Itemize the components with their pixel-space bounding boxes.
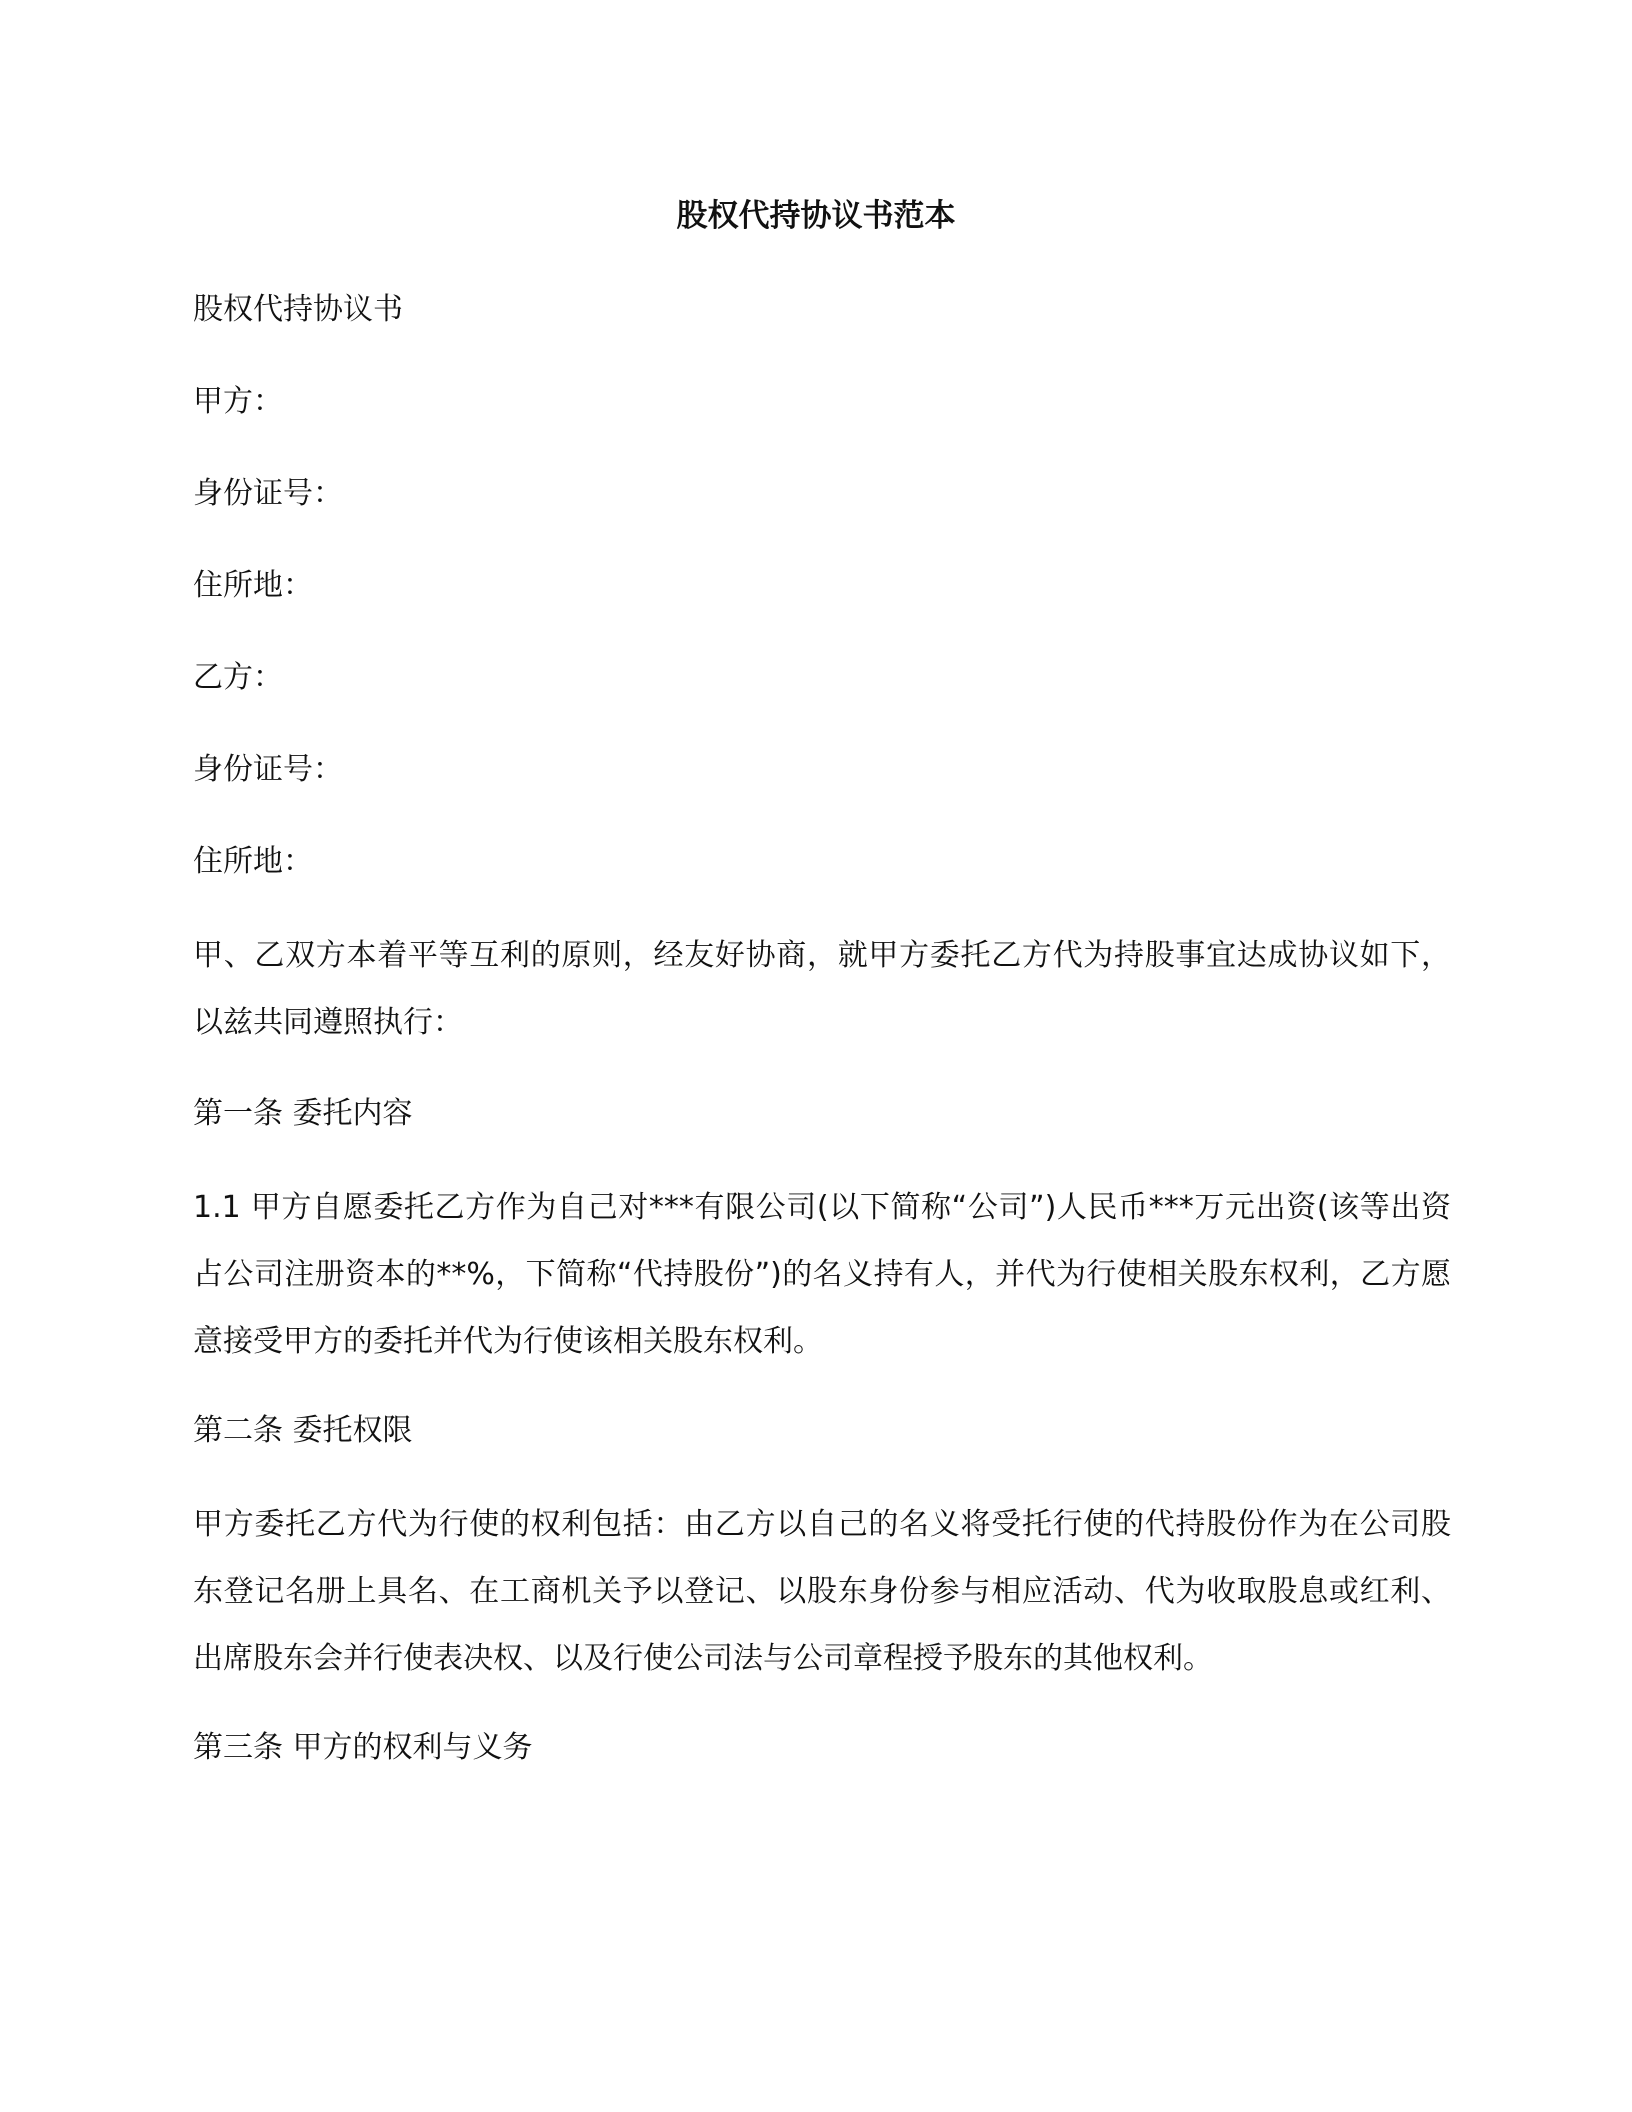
article-3-heading: 第三条 甲方的权利与义务 xyxy=(193,1730,533,1765)
party-b-id-label: 身份证号： xyxy=(193,752,343,787)
agreement-subtitle: 股权代持协议书 xyxy=(193,292,403,327)
article-2-heading: 第二条 委托权限 xyxy=(193,1413,413,1448)
article-1-body: 1.1 甲方自愿委托乙方作为自己对***有限公司(以下简称“公司”)人民币***万元出资(该等出资占公司注册资本的**%，下简称“代持股份”)的名义持有人，并代为行使相关股东权利，乙方愿意接受甲方的委托并代为行使该相关股东权利。 xyxy=(193,1190,1451,1359)
article-1-heading: 第一条 委托内容 xyxy=(193,1096,413,1131)
preamble-paragraph: 甲、乙双方本着平等互利的原则，经友好协商，就甲方委托乙方代为持股事宜达成协议如下，以兹共同遵照执行： xyxy=(193,938,1451,1040)
document-title: 股权代持协议书范本 xyxy=(676,198,956,234)
article-2-body: 甲方委托乙方代为行使的权利包括：由乙方以自己的名义将受托行使的代持股份作为在公司股东登记名册上具名、在工商机关予以登记、以股东身份参与相应活动、代为收取股息或红利、出席股东会并行使表决权、以及行使公司法与公司章程授予股东的其他权利。 xyxy=(193,1507,1451,1676)
party-a-id-label: 身份证号： xyxy=(193,476,343,511)
party-a-label: 甲方： xyxy=(193,384,283,419)
party-b-address-label: 住所地： xyxy=(193,844,313,879)
party-a-address-label: 住所地： xyxy=(193,568,313,603)
party-b-label: 乙方： xyxy=(193,660,283,695)
